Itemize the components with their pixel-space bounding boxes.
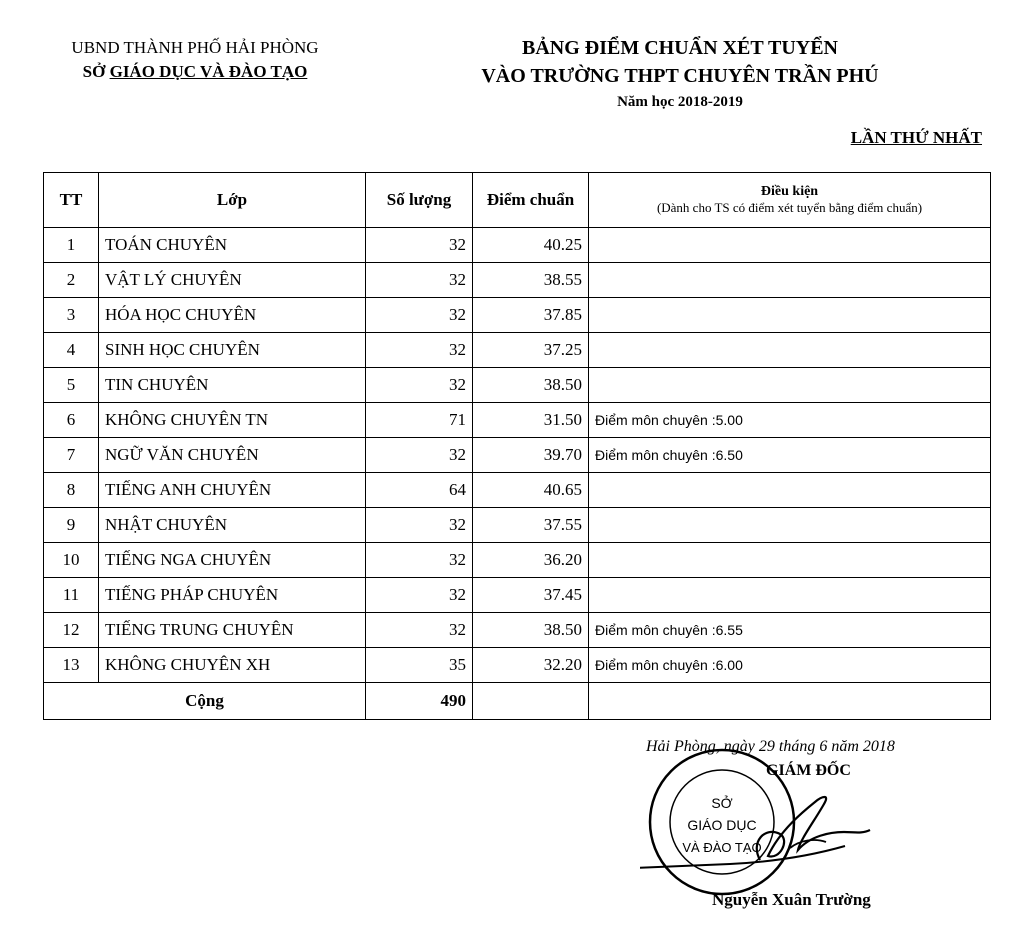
cell-lop: NHẬT CHUYÊN bbox=[99, 508, 366, 543]
cell-so-luong: 32 bbox=[366, 333, 473, 368]
department-prefix: SỞ bbox=[82, 62, 110, 81]
cell-dieu-kien bbox=[589, 263, 991, 298]
cell-diem-chuan: 40.25 bbox=[473, 228, 589, 263]
total-dieu-kien-empty bbox=[589, 683, 991, 720]
cell-tt: 5 bbox=[44, 368, 99, 403]
header-diem-chuan: Điểm chuẩn bbox=[473, 173, 589, 228]
stamp-inner-line2: GIÁO DỤC bbox=[687, 817, 757, 833]
signer-title: GIÁM ĐỐC bbox=[766, 762, 851, 779]
cell-dieu-kien: Điểm môn chuyên :6.55 bbox=[589, 613, 991, 648]
table-row bbox=[44, 438, 991, 473]
cell-so-luong: 32 bbox=[366, 228, 473, 263]
cell-diem-chuan: 38.50 bbox=[473, 368, 589, 403]
cell-diem-chuan: 32.20 bbox=[473, 648, 589, 683]
cell-tt: 7 bbox=[44, 438, 99, 473]
director-signature bbox=[640, 790, 900, 900]
cell-diem-chuan: 37.25 bbox=[473, 333, 589, 368]
header-tt: TT bbox=[44, 173, 99, 228]
signer-name: Nguyễn Xuân Trường bbox=[712, 890, 871, 909]
cell-dieu-kien: Điểm môn chuyên :5.00 bbox=[589, 403, 991, 438]
cell-so-luong: 35 bbox=[366, 648, 473, 683]
table-row bbox=[44, 298, 991, 333]
cell-dieu-kien bbox=[589, 473, 991, 508]
cell-dieu-kien: Điểm môn chuyên :6.50 bbox=[589, 438, 991, 473]
table-header-row bbox=[44, 173, 991, 228]
cell-tt: 6 bbox=[44, 403, 99, 438]
cell-lop: NGỮ VĂN CHUYÊN bbox=[99, 438, 366, 473]
table-row bbox=[44, 333, 991, 368]
cell-lop: TIẾNG TRUNG CHUYÊN bbox=[99, 613, 366, 648]
department-name-underlined: GIÁO DỤC VÀ ĐÀO TẠO bbox=[109, 62, 308, 81]
header-lop: Lớp bbox=[99, 173, 366, 228]
table-row bbox=[44, 543, 991, 578]
cell-so-luong: 71 bbox=[366, 403, 473, 438]
cell-diem-chuan: 39.70 bbox=[473, 438, 589, 473]
cell-dieu-kien bbox=[589, 333, 991, 368]
table-row bbox=[44, 473, 991, 508]
table-row bbox=[44, 613, 991, 648]
table-row bbox=[44, 228, 991, 263]
cell-dieu-kien: Điểm môn chuyên :6.00 bbox=[589, 648, 991, 683]
cell-tt: 13 bbox=[44, 648, 99, 683]
table-row bbox=[44, 403, 991, 438]
cell-tt: 2 bbox=[44, 263, 99, 298]
cell-so-luong: 32 bbox=[366, 263, 473, 298]
cell-dieu-kien bbox=[589, 368, 991, 403]
cell-tt: 1 bbox=[44, 228, 99, 263]
header-dieu-kien-note: (Dành cho TS có điểm xét tuyển bằng điểm chuẩn) bbox=[656, 200, 923, 215]
cell-so-luong: 32 bbox=[366, 543, 473, 578]
cell-diem-chuan: 38.50 bbox=[473, 613, 589, 648]
cell-so-luong: 32 bbox=[366, 578, 473, 613]
cell-lop: VẬT LÝ CHUYÊN bbox=[99, 263, 366, 298]
cell-dieu-kien bbox=[589, 508, 991, 543]
cell-tt: 4 bbox=[44, 333, 99, 368]
document-title-block bbox=[420, 34, 940, 114]
cell-dieu-kien bbox=[589, 298, 991, 333]
cell-tt: 9 bbox=[44, 508, 99, 543]
table-row bbox=[44, 368, 991, 403]
cell-lop: KHÔNG CHUYÊN TN bbox=[99, 403, 366, 438]
cell-lop: TOÁN CHUYÊN bbox=[99, 228, 366, 263]
score-table bbox=[43, 172, 991, 720]
city-committee-name: UBND THÀNH PHỐ HẢI PHÒNG bbox=[71, 38, 319, 57]
round-label: LẦN THỨ NHẤT bbox=[850, 128, 982, 147]
table-row bbox=[44, 578, 991, 613]
cell-tt: 3 bbox=[44, 298, 99, 333]
stamp-inner-line1: SỞ bbox=[711, 795, 733, 811]
total-label: Cộng bbox=[44, 683, 366, 720]
total-so-luong: 490 bbox=[366, 683, 473, 720]
cell-dieu-kien bbox=[589, 578, 991, 613]
cell-so-luong: 32 bbox=[366, 438, 473, 473]
cell-diem-chuan: 38.55 bbox=[473, 263, 589, 298]
cell-diem-chuan: 37.85 bbox=[473, 298, 589, 333]
cell-dieu-kien bbox=[589, 228, 991, 263]
table-total-row bbox=[44, 683, 991, 720]
cell-diem-chuan: 40.65 bbox=[473, 473, 589, 508]
cell-so-luong: 64 bbox=[366, 473, 473, 508]
table-row bbox=[44, 263, 991, 298]
cell-lop: KHÔNG CHUYÊN XH bbox=[99, 648, 366, 683]
cell-tt: 12 bbox=[44, 613, 99, 648]
cell-lop: TIẾNG ANH CHUYÊN bbox=[99, 473, 366, 508]
cell-dieu-kien bbox=[589, 543, 991, 578]
cell-so-luong: 32 bbox=[366, 298, 473, 333]
cell-diem-chuan: 31.50 bbox=[473, 403, 589, 438]
cell-lop: SINH HỌC CHUYÊN bbox=[99, 333, 366, 368]
table-row bbox=[44, 648, 991, 683]
cell-diem-chuan: 37.55 bbox=[473, 508, 589, 543]
cell-tt: 11 bbox=[44, 578, 99, 613]
signature-date: Hải Phòng, ngày 29 tháng 6 năm 2018 bbox=[646, 738, 895, 755]
cell-so-luong: 32 bbox=[366, 613, 473, 648]
cell-diem-chuan: 37.45 bbox=[473, 578, 589, 613]
school-year: Năm học 2018-2019 bbox=[617, 94, 743, 110]
stamp-inner-line3: VÀ ĐÀO TẠO bbox=[682, 840, 762, 855]
header-dieu-kien-title: Điều kiện bbox=[760, 184, 819, 199]
total-diem-chuan-empty bbox=[473, 683, 589, 720]
cell-lop: TIẾNG PHÁP CHUYÊN bbox=[99, 578, 366, 613]
document-subtitle: VÀO TRƯỜNG THPT CHUYÊN TRẦN PHÚ bbox=[481, 65, 879, 87]
header-so-luong: Số lượng bbox=[366, 173, 473, 228]
cell-tt: 8 bbox=[44, 473, 99, 508]
agency-header bbox=[40, 36, 350, 84]
cell-so-luong: 32 bbox=[366, 368, 473, 403]
cell-lop: TIN CHUYÊN bbox=[99, 368, 366, 403]
header-dieu-kien bbox=[589, 173, 991, 228]
cell-so-luong: 32 bbox=[366, 508, 473, 543]
department-name bbox=[40, 60, 350, 84]
cell-lop: TIẾNG NGA CHUYÊN bbox=[99, 543, 366, 578]
cell-diem-chuan: 36.20 bbox=[473, 543, 589, 578]
cell-lop: HÓA HỌC CHUYÊN bbox=[99, 298, 366, 333]
cell-tt: 10 bbox=[44, 543, 99, 578]
document-title: BẢNG ĐIỂM CHUẨN XÉT TUYỂN bbox=[522, 37, 838, 59]
table-row bbox=[44, 508, 991, 543]
